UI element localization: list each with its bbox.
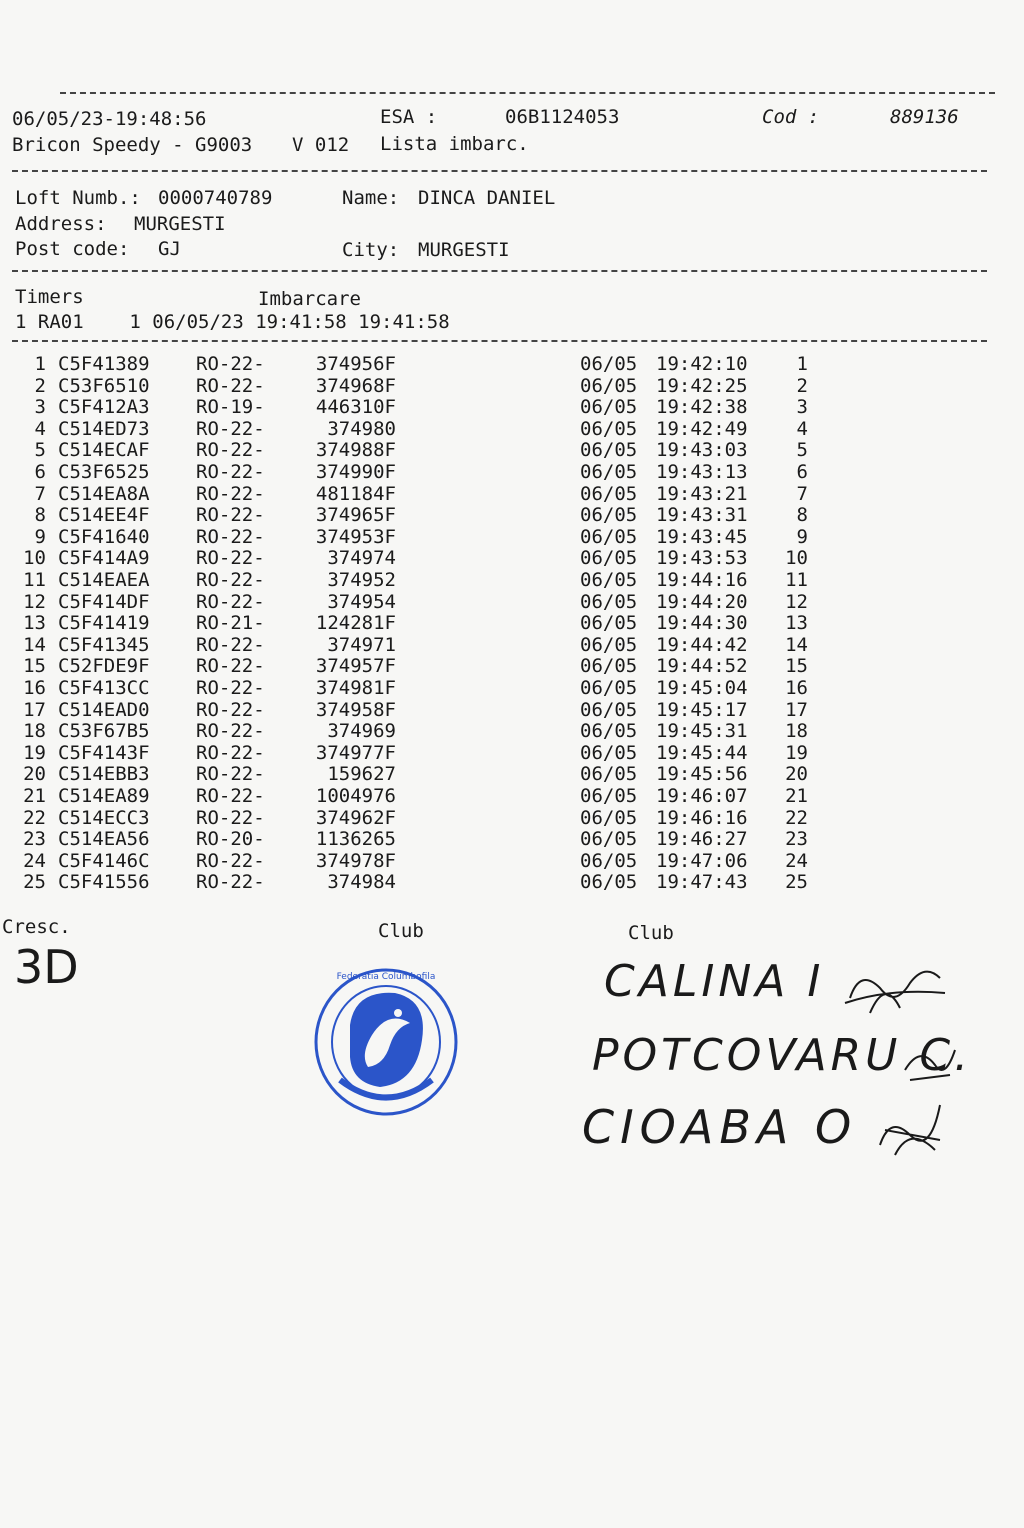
cell-chip: C514EA8A [58,482,150,505]
cell-num: 374956F [315,353,396,375]
cell-ring: RO-22- [196,417,265,440]
cell-date: 06/05 [580,504,638,527]
cell-time: 19:43:45 [656,525,748,548]
cell-n: 21 [23,785,46,807]
cell-chip: C514ECC3 [58,806,150,829]
table-row [0,504,1024,526]
owner-name: DINCA DANIEL [418,187,556,209]
cell-pos: 10 [785,547,808,570]
cell-chip: C514ECAF [58,439,150,462]
cell-n: 3 [34,396,46,419]
cell-chip: C514EA89 [58,785,150,807]
cell-date: 06/05 [580,396,638,419]
cell-time: 19:44:30 [656,612,748,635]
cell-ring: RO-22- [196,547,265,570]
esa-label: ESA : [380,106,438,128]
cell-time: 19:42:49 [656,417,748,440]
cell-chip: C5F4146C [58,849,150,872]
cell-time: 19:47:06 [656,849,748,872]
cell-time: 19:45:44 [656,741,748,764]
cell-num: 374957F [315,655,396,678]
table-row [0,677,1024,699]
handwritten-name: POTCOVARU C. [592,1030,973,1081]
cell-pos: 18 [785,720,808,743]
cell-pos: 8 [796,504,808,527]
cell-chip: C514EAEA [58,569,150,591]
cell-ring: RO-22- [196,849,265,872]
cell-n: 17 [23,698,46,721]
name-label: Name: [342,187,400,209]
cell-pos: 19 [785,741,808,764]
cell-pos: 14 [785,633,808,656]
table-row [0,699,1024,721]
cell-chip: C5F41640 [58,525,150,548]
loft-label: Loft Numb.: [15,187,141,209]
list-title: Lista imbarc. [380,133,529,155]
cell-date: 06/05 [580,655,638,678]
club-label: Club [378,920,424,942]
cell-time: 19:42:25 [656,374,748,397]
timer-line: 1 RA01 1 06/05/23 19:41:58 19:41:58 [15,311,450,333]
cell-date: 06/05 [580,828,638,851]
club-label: Club [628,922,674,944]
cell-ring: RO-22- [196,353,265,375]
cell-chip: C514EBB3 [58,763,150,786]
version: V 012 [292,134,350,156]
post-code-label: Post code: [15,238,130,260]
cell-time: 19:43:31 [656,504,748,527]
cell-num: 374988F [315,439,396,462]
cell-pos: 11 [785,569,808,591]
cell-pos: 5 [796,439,808,462]
table-row [0,526,1024,548]
divider [12,340,987,342]
cell-ring: RO-22- [196,698,265,721]
cell-num: 374990F [315,461,396,483]
cell-date: 06/05 [580,374,638,397]
cell-chip: C5F414DF [58,590,150,613]
cell-date: 06/05 [580,525,638,548]
cresc-signature: 3D [14,940,79,994]
cell-time: 19:46:27 [656,828,748,851]
cell-ring: RO-20- [196,828,265,851]
cell-n: 15 [23,655,46,678]
cell-pos: 12 [785,590,808,613]
cell-ring: RO-22- [196,785,265,807]
cell-ring: RO-22- [196,569,265,591]
cell-num: 1136265 [315,828,396,851]
table-row [0,591,1024,613]
table-row [0,547,1024,569]
cell-chip: C514EE4F [58,504,150,527]
cell-n: 24 [23,849,46,872]
cell-ring: RO-22- [196,720,265,743]
cell-chip: C5F412A3 [58,396,150,419]
cell-pos: 20 [785,763,808,786]
cell-date: 06/05 [580,439,638,462]
cell-ring: RO-22- [196,525,265,548]
cod-value: 889136 [890,106,959,128]
cell-num: 374954 [327,590,396,613]
cell-ring: RO-21- [196,612,265,635]
cell-pos: 25 [785,871,808,894]
cell-time: 19:43:21 [656,482,748,505]
cell-num: 374971 [327,633,396,656]
cell-n: 22 [23,806,46,829]
cell-ring: RO-22- [196,590,265,613]
cell-n: 16 [23,677,46,699]
cell-num: 374981F [315,677,396,699]
cell-n: 12 [23,590,46,613]
table-row [0,742,1024,764]
cell-chip: C514ED73 [58,417,150,440]
cell-num: 374984 [327,871,396,894]
cell-pos: 23 [785,828,808,851]
cell-time: 19:46:07 [656,785,748,807]
cell-num: 374965F [315,504,396,527]
cell-time: 19:44:52 [656,655,748,678]
cell-ring: RO-22- [196,655,265,678]
signature-scribble [840,958,950,1028]
cell-ring: RO-22- [196,461,265,483]
cell-n: 13 [23,612,46,635]
table-row [0,439,1024,461]
city-value: MURGESTI [418,239,510,261]
table-row [0,634,1024,656]
cell-pos: 17 [785,698,808,721]
table-row [0,483,1024,505]
cell-date: 06/05 [580,849,638,872]
cell-n: 5 [34,439,46,462]
cell-chip: C5F41556 [58,871,150,894]
cell-time: 19:42:38 [656,396,748,419]
cell-num: 374968F [315,374,396,397]
table-row [0,569,1024,591]
cell-ring: RO-22- [196,871,265,894]
cell-n: 7 [34,482,46,505]
cell-date: 06/05 [580,590,638,613]
cell-time: 19:45:04 [656,677,748,699]
cell-num: 374969 [327,720,396,743]
cell-chip: C5F414A9 [58,547,150,570]
cell-date: 06/05 [580,785,638,807]
cell-time: 19:44:42 [656,633,748,656]
address-label: Address: [15,213,107,235]
cell-ring: RO-22- [196,763,265,786]
cell-n: 23 [23,828,46,851]
cell-time: 19:47:43 [656,871,748,894]
cell-date: 06/05 [580,720,638,743]
signature-scribble [870,1095,950,1170]
esa-value: 06B1124053 [505,106,620,128]
cell-n: 9 [34,525,46,548]
signature-scribble [900,1040,960,1090]
cell-n: 11 [23,569,46,591]
cell-chip: C52FDE9F [58,655,150,678]
cell-pos: 6 [796,461,808,483]
cell-time: 19:45:31 [656,720,748,743]
cell-n: 4 [34,417,46,440]
cell-num: 374962F [315,806,396,829]
divider [12,170,987,172]
cell-ring: RO-22- [196,482,265,505]
cell-time: 19:42:10 [656,353,748,375]
cell-time: 19:44:16 [656,569,748,591]
table-row [0,461,1024,483]
cell-pos: 2 [796,374,808,397]
cell-date: 06/05 [580,698,638,721]
cell-date: 06/05 [580,461,638,483]
table-row [0,612,1024,634]
cell-num: 481184F [315,482,396,505]
cell-num: 374953F [315,525,396,548]
svg-text:Federatia Columbofila: Federatia Columbofila [336,972,436,982]
cell-pos: 4 [796,417,808,440]
address-value: MURGESTI [134,213,226,235]
cell-ring: RO-22- [196,677,265,699]
divider [12,270,987,272]
cod-label: Cod : [762,106,820,128]
cell-ring: RO-22- [196,806,265,829]
cell-date: 06/05 [580,353,638,375]
cell-date: 06/05 [580,763,638,786]
handwritten-name: CIOABA O [582,1100,858,1154]
print-datetime: 06/05/23-19:48:56 [12,108,207,130]
cell-ring: RO-19- [196,396,265,419]
cell-chip: C5F4143F [58,741,150,764]
table-row [0,353,1024,375]
table-row [0,807,1024,829]
table-row [0,396,1024,418]
table-row [0,785,1024,807]
cell-ring: RO-22- [196,633,265,656]
table-row [0,720,1024,742]
cell-date: 06/05 [580,569,638,591]
cell-pos: 9 [796,525,808,548]
cell-time: 19:43:13 [656,461,748,483]
cell-num: 1004976 [315,785,396,807]
post-code-value: GJ [158,238,181,260]
table-row [0,418,1024,440]
cell-num: 374952 [327,569,396,591]
cell-date: 06/05 [580,806,638,829]
cell-date: 06/05 [580,547,638,570]
cell-date: 06/05 [580,871,638,894]
cell-time: 19:46:16 [656,806,748,829]
cell-chip: C514EA56 [58,828,150,851]
cell-num: 374978F [315,849,396,872]
cresc-label: Cresc. [2,916,71,938]
handwritten-name: CALINA I [604,956,825,1007]
cell-num: 446310F [315,396,396,419]
loft-number: 0000740789 [158,187,273,209]
timers-label: Timers [15,286,84,308]
city-label: City: [342,239,400,261]
cell-n: 10 [23,547,46,570]
cell-date: 06/05 [580,417,638,440]
cell-pos: 22 [785,806,808,829]
cell-pos: 24 [785,849,808,872]
cell-ring: RO-22- [196,504,265,527]
cell-n: 18 [23,720,46,743]
cell-pos: 3 [796,396,808,419]
cell-pos: 16 [785,677,808,699]
cell-pos: 15 [785,655,808,678]
cell-num: 374980 [327,417,396,440]
cell-date: 06/05 [580,612,638,635]
cell-ring: RO-22- [196,374,265,397]
cell-n: 2 [34,374,46,397]
cell-n: 25 [23,871,46,894]
cell-n: 14 [23,633,46,656]
cell-n: 1 [34,353,46,375]
table-row [0,828,1024,850]
device-name: Bricon Speedy - G9003 [12,134,253,156]
cell-num: 374958F [315,698,396,721]
cell-num: 374974 [327,547,396,570]
cell-date: 06/05 [580,633,638,656]
cell-date: 06/05 [580,677,638,699]
cell-pos: 13 [785,612,808,635]
cell-time: 19:43:53 [656,547,748,570]
cell-ring: RO-22- [196,439,265,462]
cell-chip: C5F41389 [58,353,150,375]
cell-date: 06/05 [580,482,638,505]
cell-pos: 7 [796,482,808,505]
cell-chip: C5F41419 [58,612,150,635]
cell-chip: C5F413CC [58,677,150,699]
cell-date: 06/05 [580,741,638,764]
cell-num: 124281F [315,612,396,635]
cell-n: 19 [23,741,46,764]
cell-time: 19:45:17 [656,698,748,721]
cell-pos: 1 [796,353,808,375]
club-stamp [310,965,462,1120]
table-row [0,871,1024,893]
cell-n: 20 [23,763,46,786]
cell-num: 159627 [327,763,396,786]
cell-num: 374977F [315,741,396,764]
cell-chip: C53F6525 [58,461,150,483]
cell-time: 19:45:56 [656,763,748,786]
imbarcare-label: Imbarcare [258,288,361,310]
divider [60,92,995,94]
cell-time: 19:43:03 [656,439,748,462]
cell-n: 8 [34,504,46,527]
table-row [0,850,1024,872]
cell-ring: RO-22- [196,741,265,764]
cell-time: 19:44:20 [656,590,748,613]
cell-n: 6 [34,461,46,483]
table-row [0,763,1024,785]
cell-chip: C53F6510 [58,374,150,397]
cell-chip: C5F41345 [58,633,150,656]
cell-chip: C514EAD0 [58,698,150,721]
cell-chip: C53F67B5 [58,720,150,743]
table-row [0,655,1024,677]
cell-pos: 21 [785,785,808,807]
table-row [0,375,1024,397]
